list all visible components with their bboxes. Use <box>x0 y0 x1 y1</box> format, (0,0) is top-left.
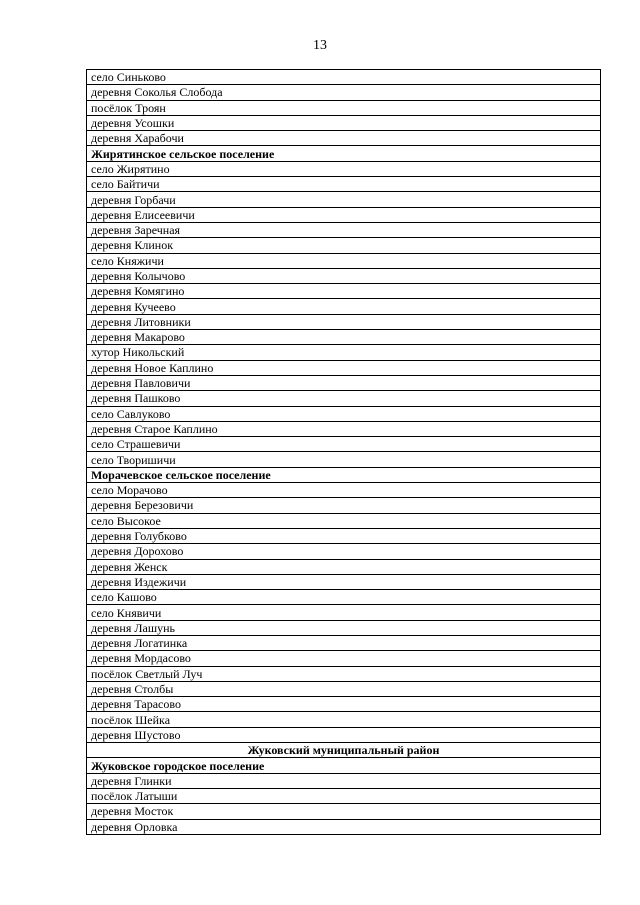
table-row <box>87 406 601 421</box>
locality-name: деревня Заречная <box>87 222 601 237</box>
table-row <box>87 330 601 345</box>
table-row <box>87 635 601 650</box>
table-row <box>87 345 601 360</box>
locality-name: деревня Столбы <box>87 681 601 696</box>
locality-name: деревня Павловичи <box>87 375 601 390</box>
table-row <box>87 238 601 253</box>
table-row <box>87 299 601 314</box>
locality-name: деревня Издежичи <box>87 574 601 589</box>
page-number: 13 <box>313 38 327 53</box>
settlement-name: Морачевское сельское поселение <box>87 467 601 482</box>
table-row <box>87 375 601 390</box>
table-row <box>87 391 601 406</box>
table-row <box>87 620 601 635</box>
table-row <box>87 177 601 192</box>
table-row <box>87 697 601 712</box>
table-row <box>87 85 601 100</box>
table-row <box>87 314 601 329</box>
locality-name: деревня Логатинка <box>87 635 601 650</box>
locality-name: деревня Орловка <box>87 819 601 834</box>
table-row <box>87 161 601 176</box>
locality-name: деревня Лашунь <box>87 620 601 635</box>
settlement-header-row <box>87 467 601 482</box>
settlements-table-body <box>87 70 601 835</box>
district-header-row <box>87 743 601 758</box>
locality-name: посёлок Светлый Луч <box>87 666 601 681</box>
locality-name: деревня Женск <box>87 559 601 574</box>
locality-name: деревня Мордасово <box>87 651 601 666</box>
table-row <box>87 498 601 513</box>
table-row <box>87 666 601 681</box>
locality-name: деревня Комягино <box>87 284 601 299</box>
locality-name: хутор Никольский <box>87 345 601 360</box>
locality-name: село Кашово <box>87 590 601 605</box>
table-row <box>87 437 601 452</box>
table-row <box>87 605 601 620</box>
settlement-header-row <box>87 758 601 773</box>
table-row <box>87 788 601 803</box>
locality-name: деревня Соколья Слобода <box>87 85 601 100</box>
table-row <box>87 773 601 788</box>
locality-name: деревня Березовичи <box>87 498 601 513</box>
table-row <box>87 483 601 498</box>
table-row <box>87 207 601 222</box>
table-row <box>87 70 601 85</box>
locality-name: деревня Тарасово <box>87 697 601 712</box>
table-row <box>87 727 601 742</box>
locality-name: село Савлуково <box>87 406 601 421</box>
locality-name: село Синьково <box>87 70 601 85</box>
table-row <box>87 651 601 666</box>
locality-name: деревня Новое Каплино <box>87 360 601 375</box>
settlement-name: Жуковское городское поселение <box>87 758 601 773</box>
table-row <box>87 131 601 146</box>
locality-name: село Морачово <box>87 483 601 498</box>
locality-name: деревня Шустово <box>87 727 601 742</box>
table-row <box>87 590 601 605</box>
locality-name: деревня Горбачи <box>87 192 601 207</box>
table-row <box>87 222 601 237</box>
table-row <box>87 268 601 283</box>
table-row <box>87 681 601 696</box>
table-row <box>87 712 601 727</box>
locality-name: село Страшевичи <box>87 437 601 452</box>
table-row <box>87 452 601 467</box>
locality-name: посёлок Троян <box>87 100 601 115</box>
locality-name: деревня Усошки <box>87 115 601 130</box>
table-row <box>87 284 601 299</box>
settlements-table <box>86 69 601 835</box>
locality-name: деревня Елисеевичи <box>87 207 601 222</box>
table-row <box>87 192 601 207</box>
locality-name: село Княжичи <box>87 253 601 268</box>
table-row <box>87 253 601 268</box>
table-row <box>87 819 601 834</box>
locality-name: деревня Старое Каплино <box>87 421 601 436</box>
locality-name: деревня Макарово <box>87 330 601 345</box>
table-row <box>87 559 601 574</box>
locality-name: деревня Пашково <box>87 391 601 406</box>
locality-name: деревня Голубково <box>87 528 601 543</box>
locality-name: деревня Литовники <box>87 314 601 329</box>
locality-name: посёлок Латыши <box>87 788 601 803</box>
locality-name: село Высокое <box>87 513 601 528</box>
locality-name: село Байтичи <box>87 177 601 192</box>
locality-name: деревня Дорохово <box>87 544 601 559</box>
table-row <box>87 115 601 130</box>
locality-name: деревня Колычово <box>87 268 601 283</box>
locality-name: посёлок Шейка <box>87 712 601 727</box>
district-name: Жуковский муниципальный район <box>87 743 601 758</box>
table-row <box>87 574 601 589</box>
table-row <box>87 100 601 115</box>
locality-name: деревня Кучеево <box>87 299 601 314</box>
locality-name: деревня Глинки <box>87 773 601 788</box>
locality-name: село Творишичи <box>87 452 601 467</box>
table-row <box>87 360 601 375</box>
table-row <box>87 421 601 436</box>
table-row <box>87 804 601 819</box>
locality-name: деревня Мосток <box>87 804 601 819</box>
locality-name: село Княвичи <box>87 605 601 620</box>
locality-name: село Жирятино <box>87 161 601 176</box>
locality-name: деревня Харабочи <box>87 131 601 146</box>
locality-name: деревня Клинок <box>87 238 601 253</box>
table-row <box>87 528 601 543</box>
table-row <box>87 513 601 528</box>
settlement-name: Жирятинское сельское поселение <box>87 146 601 161</box>
table-row <box>87 544 601 559</box>
settlement-header-row <box>87 146 601 161</box>
